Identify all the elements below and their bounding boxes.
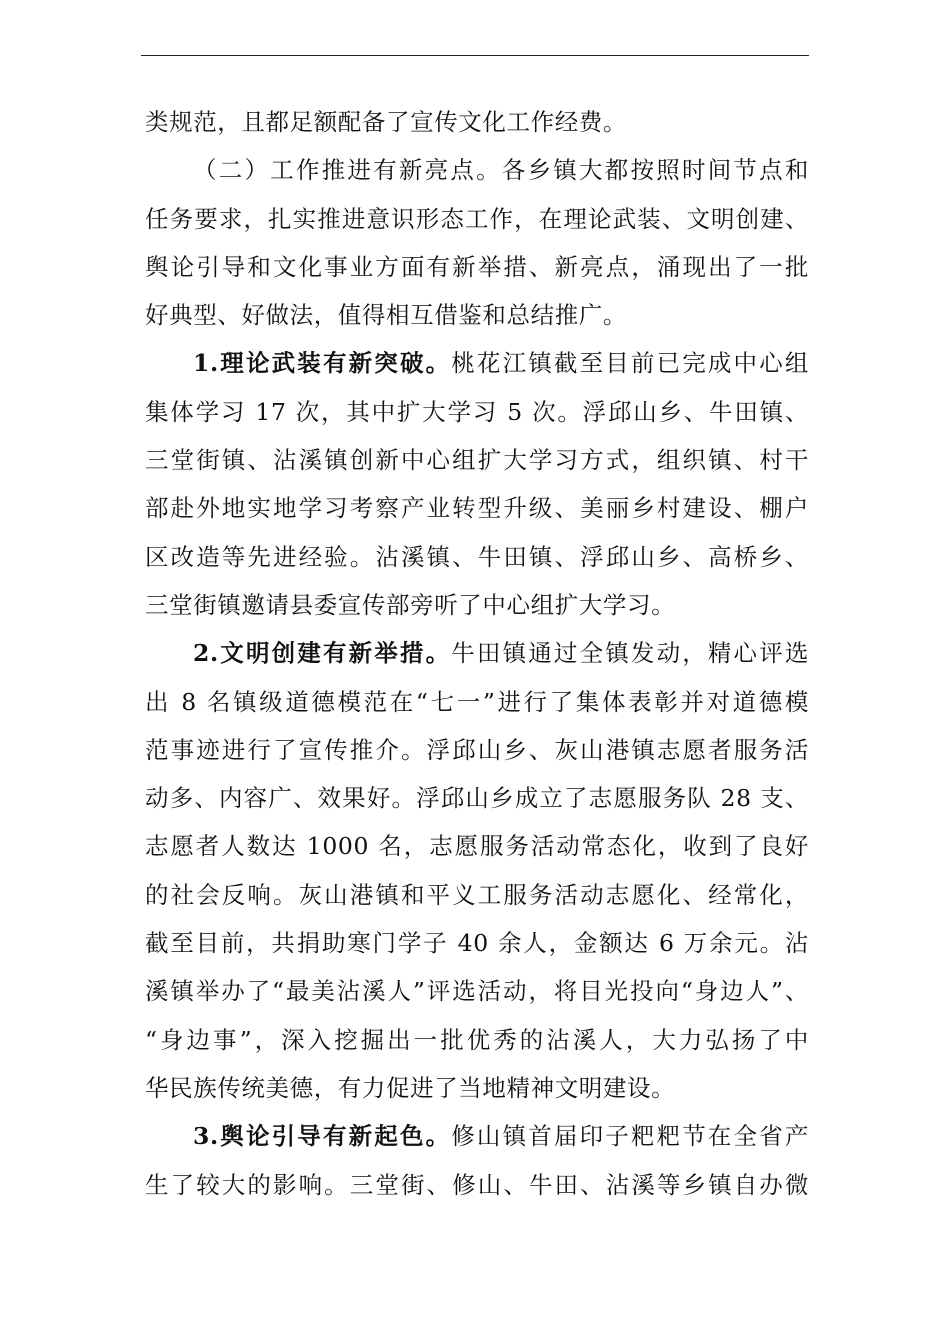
paragraph-line: 的社会反响。灰山港镇和平义工服务活动志愿化、经常化， [145,880,809,909]
section-heading: 2.文明创建有新举措。 [193,639,452,668]
section-heading: 3.舆论引导有新起色。 [193,1122,452,1151]
paragraph-text: 桃花江镇截至目前已完成中心组 [451,349,809,378]
document-body [145,98,809,1209]
paragraph-line: 华民族传统美德，有力促进了当地精神文明建设。 [145,1073,676,1102]
paragraph-line: 区改造等先进经验。沾溪镇、牛田镇、浮邱山乡、高桥乡、 [145,542,809,571]
paragraph-line: 好典型、好做法，值得相互借鉴和总结推广。 [145,301,627,330]
paragraph-line: 集体学习 17 次，其中扩大学习 5 次。浮邱山乡、牛田镇、 [145,397,809,426]
paragraph-text: 修山镇首届印子粑粑节在全省产 [451,1122,809,1151]
paragraph-line: “身边事”，深入挖掘出一批优秀的沾溪人，大力弘扬了中 [145,1025,809,1054]
paragraph-line: 类规范，且都足额配备了宣传文化工作经费。 [145,108,627,136]
paragraph-line: 截至目前，共捐助寒门学子 40 余人，金额达 6 万余元。沾 [145,929,809,958]
paragraph-line [145,1112,809,1160]
header-rule [141,55,809,56]
paragraph-line: 出 8 名镇级道德模范在“七一”进行了集体表彰并对道德模 [145,687,809,716]
paragraph-line: 动多、内容广、效果好。浮邱山乡成立了志愿服务队 28 支、 [145,784,809,813]
paragraph-line: 舆论引导和文化事业方面有新举措、新亮点，涌现出了一批 [145,252,809,281]
paragraph-line: 志愿者人数达 1000 名，志愿服务活动常态化，收到了良好 [145,832,809,861]
paragraph-line: 部赴外地实地学习考察产业转型升级、美丽乡村建设、棚户 [145,494,809,523]
section-heading: 1.理论武装有新突破。 [193,349,452,378]
paragraph-line: 任务要求，扎实推进意识形态工作，在理论武装、文明创建、 [145,204,809,233]
paragraph-line: 溪镇举办了“最美沾溪人”评选活动，将目光投向“身边人”、 [145,977,809,1006]
paragraph-line: （二）工作推进有新亮点。各乡镇大都按照时间节点和 [193,156,809,185]
paragraph-line: 三堂街镇邀请县委宣传部旁听了中心组扩大学习。 [145,590,676,619]
paragraph-line: 三堂街镇、沾溪镇创新中心组扩大学习方式，组织镇、村干 [145,446,809,475]
paragraph-line [145,629,809,677]
paragraph-line [145,339,809,387]
paragraph-line: 生了较大的影响。三堂街、修山、牛田、沾溪等乡镇自办微 [145,1170,809,1199]
paragraph-line: 范事迹进行了宣传推介。浮邱山乡、灰山港镇志愿者服务活 [145,735,809,764]
paragraph-text: 牛田镇通过全镇发动，精心评选 [451,639,809,668]
